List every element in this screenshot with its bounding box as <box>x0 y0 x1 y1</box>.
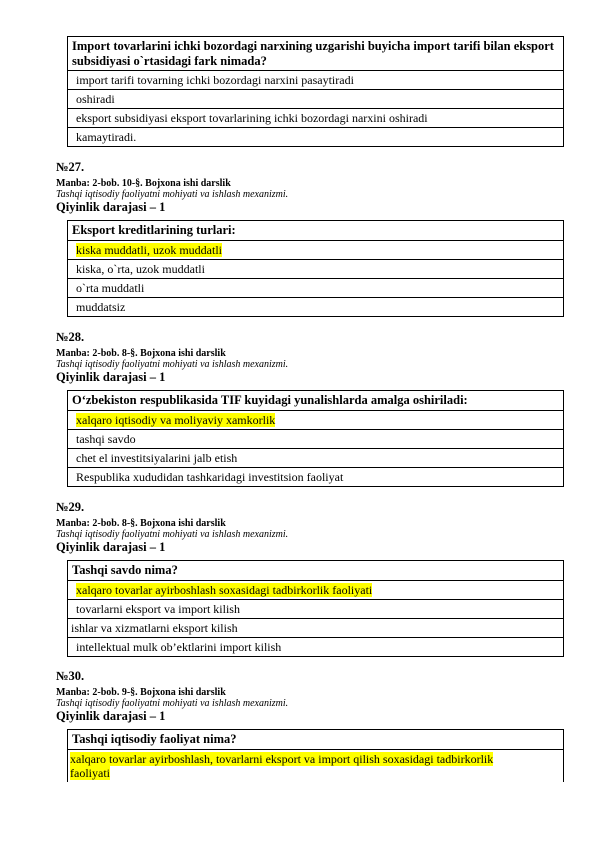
correct-answer-highlight: xalqaro tovarlar ayirboshlash, tovarlarni eksport va import qilish soxasidagi tadbirkorlik faoliyati <box>70 752 494 780</box>
question-table-28 <box>67 390 564 487</box>
answer-option-3[interactable]: eksport subsidiyasi eksport tovarlarining ichki bozordagi narxini oshiradi <box>68 108 563 127</box>
answer-option-3[interactable]: o`rta muddatli <box>68 278 563 297</box>
source-line: Manba: 2-bob. 8-§. Bojxona ishi darslik <box>56 348 226 359</box>
book-line: Tashqi iqtisodiy faoliyatni mohiyati va ishlash mexanizmi. <box>56 529 289 540</box>
question-text: Eksport kreditlarining turlari: <box>72 223 236 237</box>
source-line: Manba: 2-bob. 8-§. Bojxona ishi darslik <box>56 518 226 529</box>
answer-option-3[interactable]: chet el investitsiyalarini jalb etish <box>68 448 563 467</box>
difficulty-line: Qiyinlik darajasi – 1 <box>56 540 166 554</box>
question-table-27 <box>67 220 564 317</box>
source-line: Manba: 2-bob. 10-§. Bojxona ishi darslik <box>56 178 231 189</box>
answer-option-4[interactable]: muddatsiz <box>68 297 563 316</box>
difficulty-line: Qiyinlik darajasi – 1 <box>56 709 166 723</box>
answer-option-4[interactable]: kamaytiradi. <box>68 127 563 146</box>
book-line: Tashqi iqtisodiy faoliyatni mohiyati va ishlash mexanizmi. <box>56 698 289 709</box>
question-header-27 <box>56 160 288 215</box>
question-number: №29. <box>56 500 85 514</box>
answer-option-3[interactable]: ishlar va xizmatlarni eksport kilish <box>68 618 563 637</box>
question-table-30 <box>67 729 564 782</box>
answer-option-1[interactable]: import tarifi tovarning ichki bozordagi narxini pasaytiradi <box>68 70 563 89</box>
question-number: №27. <box>56 160 85 174</box>
question-header-28 <box>56 330 288 385</box>
answer-option-4[interactable]: Respublika xududidan tashkaridagi investitsion faoliyat <box>68 467 563 486</box>
question-number: №30. <box>56 669 85 683</box>
answer-option-1[interactable] <box>68 749 563 782</box>
source-line: Manba: 2-bob. 9-§. Bojxona ishi darslik <box>56 687 226 698</box>
correct-answer-highlight: xalqaro tovarlar ayirboshlash soxasidagi tadbirkorlik faoliyati <box>76 583 373 597</box>
question-table-29 <box>67 560 564 657</box>
difficulty-line: Qiyinlik darajasi – 1 <box>56 200 166 214</box>
question-text: Tashqi iqtisodiy faoliyat nima? <box>72 732 237 746</box>
answer-option-4[interactable]: intellektual mulk ob’ektlarini import kilish <box>68 637 563 656</box>
answer-option-2[interactable]: tovarlarni eksport va import kilish <box>68 599 563 618</box>
question-table-26 <box>67 36 564 147</box>
question-text: O‘zbekiston respublikasida TIF kuyidagi yunalishlarda amalga oshiriladi: <box>72 393 468 407</box>
answer-option-2[interactable]: tashqi savdo <box>68 429 563 448</box>
difficulty-line: Qiyinlik darajasi – 1 <box>56 370 166 384</box>
answer-option-2[interactable]: oshiradi <box>68 89 563 108</box>
answer-option-1[interactable] <box>68 580 563 599</box>
correct-answer-highlight: kiska muddatli, uzok muddatli <box>76 243 222 257</box>
answer-option-2[interactable]: kiska, o`rta, uzok muddatli <box>68 259 563 278</box>
question-text: Tashqi savdo nima? <box>72 563 178 577</box>
question-header-30 <box>56 669 288 724</box>
book-line: Tashqi iqtisodiy faoliyatni mohiyati va ishlash mexanizmi. <box>56 189 289 200</box>
answer-option-1[interactable] <box>68 240 563 259</box>
correct-answer-highlight: xalqaro iqtisodiy va moliyaviy xamkorlik <box>76 413 276 427</box>
answer-option-1[interactable] <box>68 410 563 429</box>
question-header-29 <box>56 500 288 555</box>
book-line: Tashqi iqtisodiy faoliyatni mohiyati va ishlash mexanizmi. <box>56 359 289 370</box>
question-text: Import tovarlarini ichki bozordagi narxining uzgarishi buyicha import tarifi bilan eksport subsidiyasi o`rtasidagi fark nimada? <box>72 39 554 68</box>
question-number: №28. <box>56 330 85 344</box>
